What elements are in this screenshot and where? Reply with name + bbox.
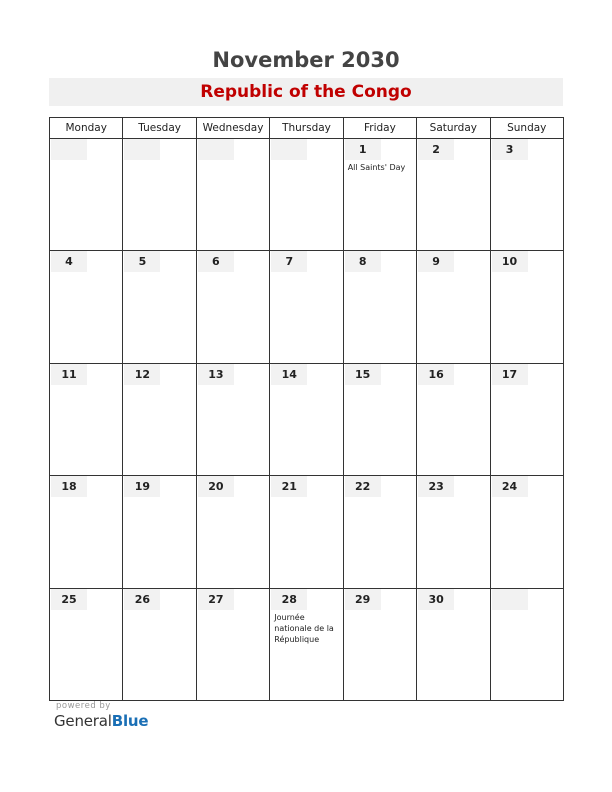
day-number: 2	[418, 139, 454, 160]
day-number: 5	[124, 251, 160, 272]
weekday-friday: Friday	[343, 118, 416, 139]
calendar-day-cell	[343, 363, 416, 475]
calendar-title: November 2030	[212, 48, 400, 72]
calendar-week-row	[50, 251, 564, 363]
calendar-day-cell	[417, 476, 490, 588]
calendar-day-cell	[270, 588, 343, 700]
country-name: Republic of the Congo	[200, 82, 412, 102]
calendar-day-cell	[123, 251, 196, 363]
calendar-day-cell	[50, 588, 123, 700]
calendar-day-cell	[123, 588, 196, 700]
calendar-day-cell	[50, 251, 123, 363]
brand-logo	[54, 712, 148, 730]
calendar-week-row	[50, 139, 564, 251]
day-number: 26	[124, 589, 160, 610]
powered-by-label: powered by	[56, 701, 111, 711]
calendar-day-cell	[196, 363, 269, 475]
calendar-day-cell	[50, 363, 123, 475]
calendar-day-cell	[490, 588, 563, 700]
calendar-day-cell	[270, 251, 343, 363]
day-number: 16	[418, 364, 454, 385]
day-number: 14	[271, 364, 307, 385]
calendar-day-cell	[490, 251, 563, 363]
calendar-day-cell	[270, 363, 343, 475]
calendar-week-row	[50, 363, 564, 475]
day-number: 24	[492, 476, 528, 497]
day-number	[198, 139, 234, 160]
calendar-day-cell	[490, 139, 563, 251]
weekday-monday: Monday	[50, 118, 123, 139]
weekday-thursday: Thursday	[270, 118, 343, 139]
day-number: 6	[198, 251, 234, 272]
calendar-day-cell	[270, 139, 343, 251]
country-banner	[49, 78, 563, 106]
calendar-body	[50, 139, 564, 701]
calendar-week-row	[50, 476, 564, 588]
weekday-tuesday: Tuesday	[123, 118, 196, 139]
brand-blue-text: Blue	[111, 712, 149, 730]
holiday-label: Journée nationale de la République	[274, 612, 334, 644]
day-number: 20	[198, 476, 234, 497]
calendar-day-cell	[343, 588, 416, 700]
calendar-day-cell	[196, 476, 269, 588]
holiday-label: All Saints' Day	[347, 163, 406, 172]
calendar-day-cell	[417, 139, 490, 251]
day-number: 15	[345, 364, 381, 385]
day-number: 8	[345, 251, 381, 272]
calendar-grid	[49, 117, 564, 701]
calendar-day-cell	[123, 476, 196, 588]
calendar-day-cell	[270, 476, 343, 588]
day-number: 13	[198, 364, 234, 385]
day-number: 27	[198, 589, 234, 610]
weekday-wednesday: Wednesday	[196, 118, 269, 139]
calendar-day-cell	[490, 476, 563, 588]
calendar-day-cell	[417, 251, 490, 363]
day-number: 1	[345, 139, 381, 160]
calendar-day-cell	[343, 139, 416, 251]
day-number: 7	[271, 251, 307, 272]
day-number: 18	[51, 476, 87, 497]
calendar-day-cell	[50, 139, 123, 251]
day-number: 19	[124, 476, 160, 497]
calendar-day-cell	[123, 139, 196, 251]
day-number: 21	[271, 476, 307, 497]
day-number	[271, 139, 307, 160]
calendar-day-cell	[417, 363, 490, 475]
day-number	[51, 139, 87, 160]
calendar-day-cell	[123, 363, 196, 475]
calendar-day-cell	[343, 476, 416, 588]
day-number	[492, 589, 528, 610]
calendar-day-cell	[196, 588, 269, 700]
calendar-day-cell	[196, 139, 269, 251]
brand-general-text: General	[54, 712, 112, 730]
calendar-week-row	[50, 588, 564, 700]
calendar-day-cell	[490, 363, 563, 475]
weekday-header-row	[50, 118, 564, 139]
day-number: 30	[418, 589, 454, 610]
day-number: 4	[51, 251, 87, 272]
calendar-day-cell	[343, 251, 416, 363]
weekday-sunday: Sunday	[490, 118, 563, 139]
day-number: 3	[492, 139, 528, 160]
calendar-day-cell	[417, 588, 490, 700]
day-number: 25	[51, 589, 87, 610]
day-number	[124, 139, 160, 160]
calendar-day-cell	[196, 251, 269, 363]
day-number: 28	[271, 589, 307, 610]
day-number: 12	[124, 364, 160, 385]
day-number: 9	[418, 251, 454, 272]
day-number: 17	[492, 364, 528, 385]
calendar-day-cell	[50, 476, 123, 588]
weekday-saturday: Saturday	[417, 118, 490, 139]
day-number: 23	[418, 476, 454, 497]
day-number: 10	[492, 251, 528, 272]
day-number: 22	[345, 476, 381, 497]
day-number: 29	[345, 589, 381, 610]
day-number: 11	[51, 364, 87, 385]
